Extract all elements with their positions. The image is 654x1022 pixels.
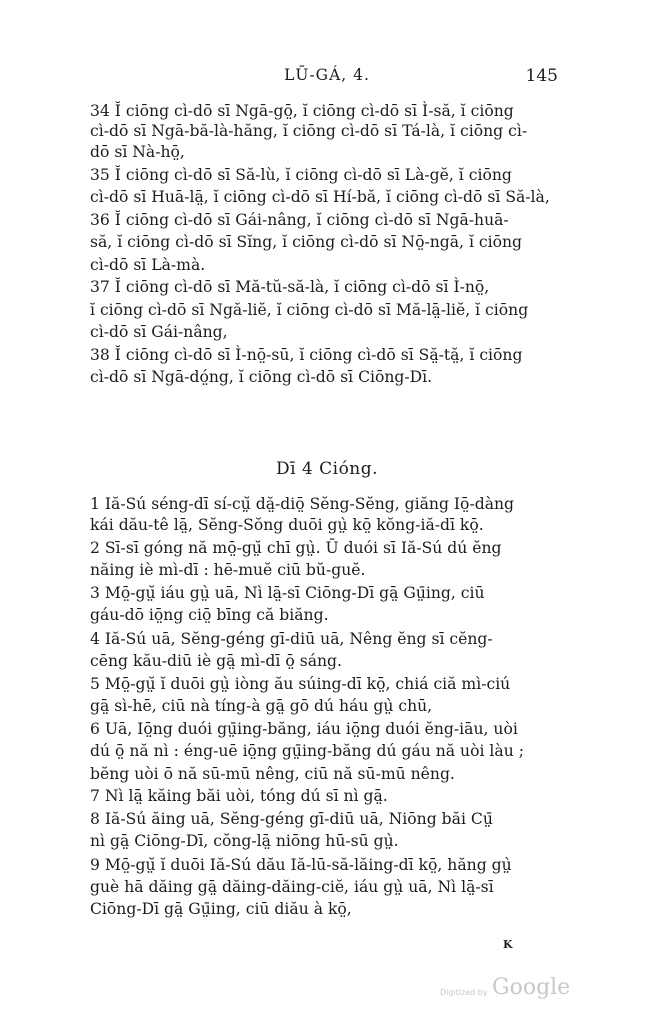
text-line: cì-dō sī Ngā-dó̤ng, ĭ ciōng cì-dō sī Ciōng-Dī. [90, 368, 433, 386]
text-line: 1 Iă-Sú séng-dī sí-cṳ̆ dă̤-diō̤ Sĕng-Sĕng, giăng Iō̤-dàng [90, 495, 515, 513]
text-line: 2 Sī-sī góng nă mō̤-gṳ̆ chī gṳ̀. Ū duói sī Iă-Sú dú ĕng [90, 539, 502, 557]
text-line: 6 Uā, Iō̤ng duói gṳ̄ing-băng, iáu iō̤ng duói ĕng-iāu, uòi [90, 720, 518, 738]
text-line: 34 Ĭ ciōng cì-dō sī Ngā-gō̤, ĭ ciōng cì-dō sī Ì-să, ĭ ciōng [90, 102, 514, 120]
text-line: 35 Ĭ ciōng cì-dō sī Să-lù, ĭ ciōng cì-dō sī Là-gĕ, ĭ ciōng [90, 166, 512, 184]
running-head-title: LŪ-GÁ, 4. [284, 66, 370, 84]
text-line: gā̤ sì-hē, ciū nà tíng-à gā̤ gō dú háu gṳ̀ chū, [90, 697, 433, 715]
watermark-brand: Google [492, 975, 571, 1000]
text-line: cì-dō sī Là-mà. [90, 256, 206, 274]
text-line: ĭ ciōng cì-dō sī Ngă-liĕ, ĭ ciōng cì-dō sī Mă-lā̤-liĕ, ĭ ciōng [90, 301, 529, 319]
text-line: bĕng uòi ō nă sū-mū nêng, ciū nă sū-mū nêng. [90, 765, 455, 783]
chapter-heading: Dī 4 Cióng. [275, 459, 379, 479]
text-line: guè hā dăing gā̤ dăing-dăing-ciĕ, iáu gṳ̀ uā, Nì lā̤-sī [90, 878, 494, 896]
text-line: dō sī Nà-hō̤, [90, 143, 185, 161]
text-line: 7 Nì lā̤ kăing băi uòi, tóng dú sī nì gā̤. [90, 787, 388, 805]
text-line: dú ō̤ nă nì : éng-uē iō̤ng gṳ̄ing-băng dú gáu nă uòi làu ; [90, 742, 524, 760]
text-line: nì gā̤ Ciōng-Dī, cŏng-lā̤ niōng hū-sū gṳ̀. [90, 832, 399, 850]
text-line: 37 Ĭ ciōng cì-dō sī Mă-tŭ-să-là, ĭ ciōng cì-dō sī Ì-nō̤, [90, 278, 490, 296]
text-line: năing iè mì-dī : hē-muĕ ciū bŭ-guĕ. [90, 561, 366, 579]
text-line: 8 Iă-Sú ăing uā, Sĕng-géng gī-diū uā, Niōng băi Cṳ̄ [90, 810, 493, 828]
text-line: 9 Mō̤-gṳ̆ ĭ duōi Iă-Sú dău Iă-lū-să-lăing-dī kō̤, hăng gṳ̀ [90, 856, 512, 874]
text-line: 3 Mō̤-gṳ̆ iáu gṳ̀ uā, Nì lā̤-sī Ciōng-Dī gā̤ Gṳ̄ing, ciū [90, 584, 485, 602]
text-line: 38 Ĭ ciōng cì-dō sī Ì-nō̤-sū, ĭ ciōng cì-dō sī Să̤-tă̤, ĭ ciōng [90, 346, 523, 364]
text-line: 36 Ĭ ciōng cì-dō sī Gái-nâng, ĭ ciōng cì-dō sī Ngā-huā- [90, 211, 509, 229]
text-line: cì-dō sī Gái-nâng, [90, 323, 228, 341]
google-watermark [440, 975, 590, 1005]
text-line: kái dău-tê lā̤, Sĕng-Sŏng duōi gṳ̀ kō̤ kŏng-iă-dī kō̤. [90, 516, 484, 534]
text-line: cì-dō sī Huā-lā̤, ĭ ciōng cì-dō sī Hí-bă, ĭ ciōng cì-dō sī Să-là, [90, 188, 550, 206]
text-line: să, ĭ ciōng cì-dō sī Sĭng, ĭ ciōng cì-dō sī Nō̤-ngā, ĭ ciōng [90, 233, 523, 251]
page-number: 145 [525, 66, 558, 86]
text-line: gáu-dō iō̤ng ciō̤ bīng că biăng. [90, 606, 329, 624]
running-head [0, 66, 654, 90]
text-line: cēng kău-diū iè gā̤ mì-dī ō̤ sáng. [90, 652, 342, 670]
text-line: Ciōng-Dī gā̤ Gṳ̄ing, ciū diău à kō̤, [90, 900, 352, 918]
text-line: 5 Mō̤-gṳ̆ ĭ duōi gṳ̀ iòng ău súing-dī kō̤, chiá ciă mì-ciú [90, 675, 511, 693]
text-line: 4 Iă-Sú uā, Sĕng-géng gī-diū uā, Nêng ĕng sī cĕng- [90, 630, 493, 648]
watermark-prefix: Digitized by [440, 988, 488, 997]
signature-mark: K [503, 938, 513, 951]
text-line: cì-dō sī Ngā-bă-là-hăng, ĭ ciōng cì-dō sī Tá-là, ĭ ciōng cì- [90, 122, 528, 140]
